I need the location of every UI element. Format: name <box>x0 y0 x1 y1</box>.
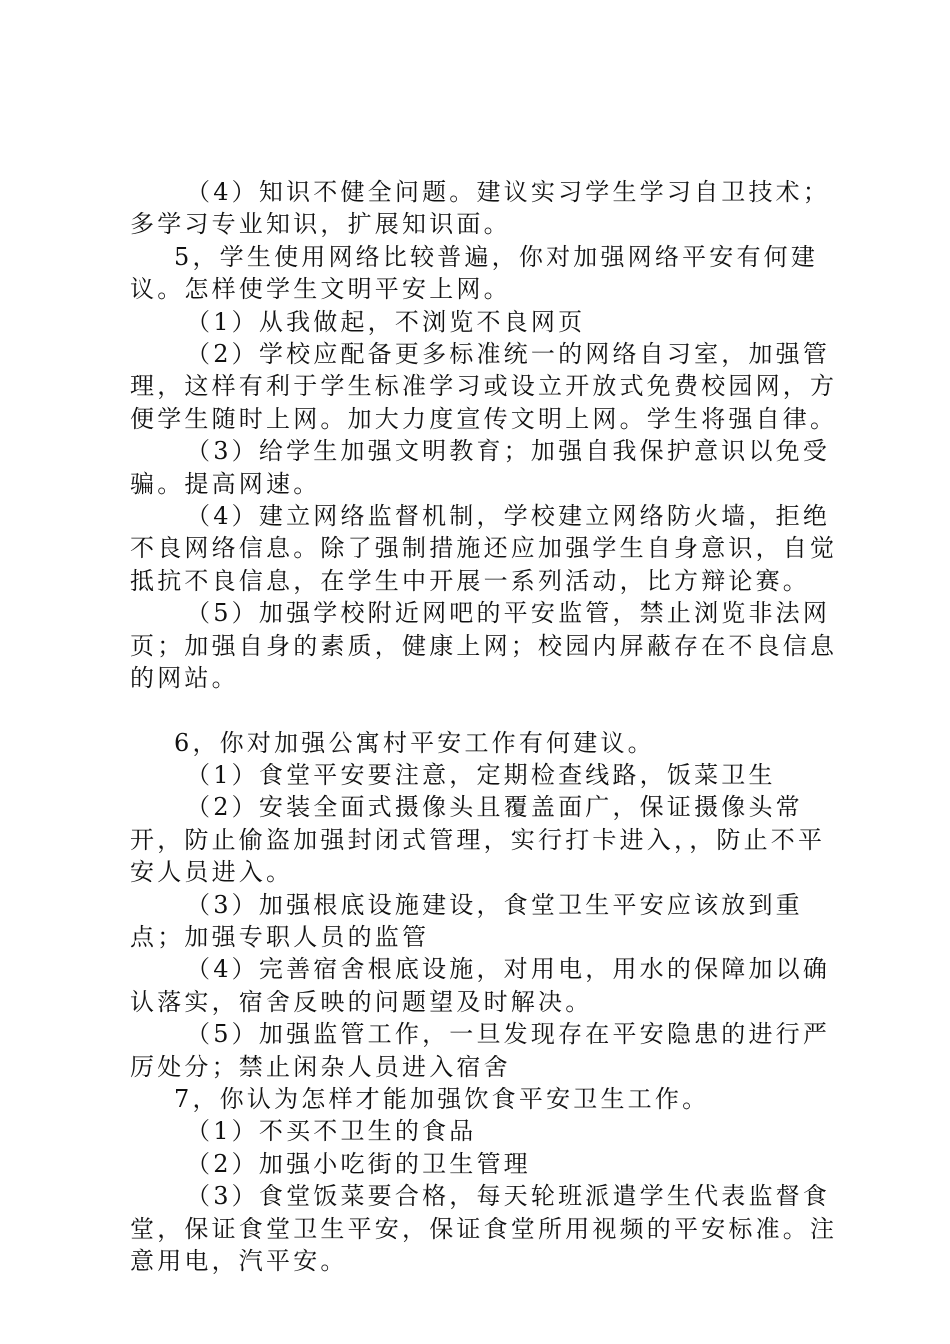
question-6-heading: 6，你对加强公寓村平安工作有何建议。 <box>174 728 655 757</box>
q7-answer-3: （3）食堂饭菜要合格，每天轮班派遣学生代表监督食堂，保证食堂卫生平安，保证食堂所用视频的平安标准。注意用电，汽平安。 <box>130 1182 838 1275</box>
paragraph-spacer <box>130 695 850 727</box>
q5-answer-2: （2）学校应配备更多标准统一的网络自习室，加强管理，这样有利于学生标准学习或设立开放式免费校园网，方便学生随时上网。加大力度宣传文明上网。学生将强自律。 <box>130 340 838 433</box>
paragraph-knowledge: （4）知识不健全问题。建议实习学生学习自卫技术；多学习专业知识，扩展知识面。 <box>130 178 831 239</box>
q6-answer-5: （5）加强监管工作，一旦发现存在平安隐患的进行严厉处分；禁止闲杂人员进入宿舍 <box>130 1020 831 1081</box>
q5-answer-3: （3）给学生加强文明教育；加强自我保护意识以免受骗。提高网速。 <box>130 437 831 498</box>
q5-answer-4: （4）建立网络监督机制，学校建立网络防火墙，拒绝不良网络信息。除了强制措施还应加强学生自身意识，自觉抵抗不良信息，在学生中开展一系列活动，比方辩论赛。 <box>130 502 838 595</box>
q5-answer-5: （5）加强学校附近网吧的平安监管，禁止浏览非法网页；加强自身的素质，健康上网；校园内屏蔽存在不良信息的网站。 <box>130 599 838 693</box>
q6-answer-1: （1）食堂平安要注意，定期检查线路，饭菜卫生 <box>186 760 776 789</box>
q7-answer-2: （2）加强小吃街的卫生管理 <box>186 1149 531 1178</box>
question-7-heading: 7，你认为怎样才能加强饮食平安卫生工作。 <box>174 1084 710 1113</box>
question-5-heading: 5，学生使用网络比较普遍，你对加强网络平安有何建议。怎样使学生文明平安上网。 <box>130 242 819 304</box>
q7-answer-1: （1）不买不卫生的食品 <box>186 1117 477 1146</box>
q6-answer-3: （3）加强根底设施建设，食堂卫生平安应该放到重点；加强专职人员的监管 <box>130 890 803 951</box>
document-page <box>130 176 850 1277</box>
q5-answer-1: （1）从我做起，不浏览不良网页 <box>186 307 586 336</box>
q6-answer-4: （4）完善宿舍根底设施，对用电，用水的保障加以确认落实，宿舍反映的问题望及时解决。 <box>130 955 831 1016</box>
q6-answer-2: （2）安装全面式摄像头且覆盖面广，保证摄像头常开，防止偷盗加强封闭式管理，实行打卡进入，，防止不平安人员进入。 <box>130 793 826 887</box>
